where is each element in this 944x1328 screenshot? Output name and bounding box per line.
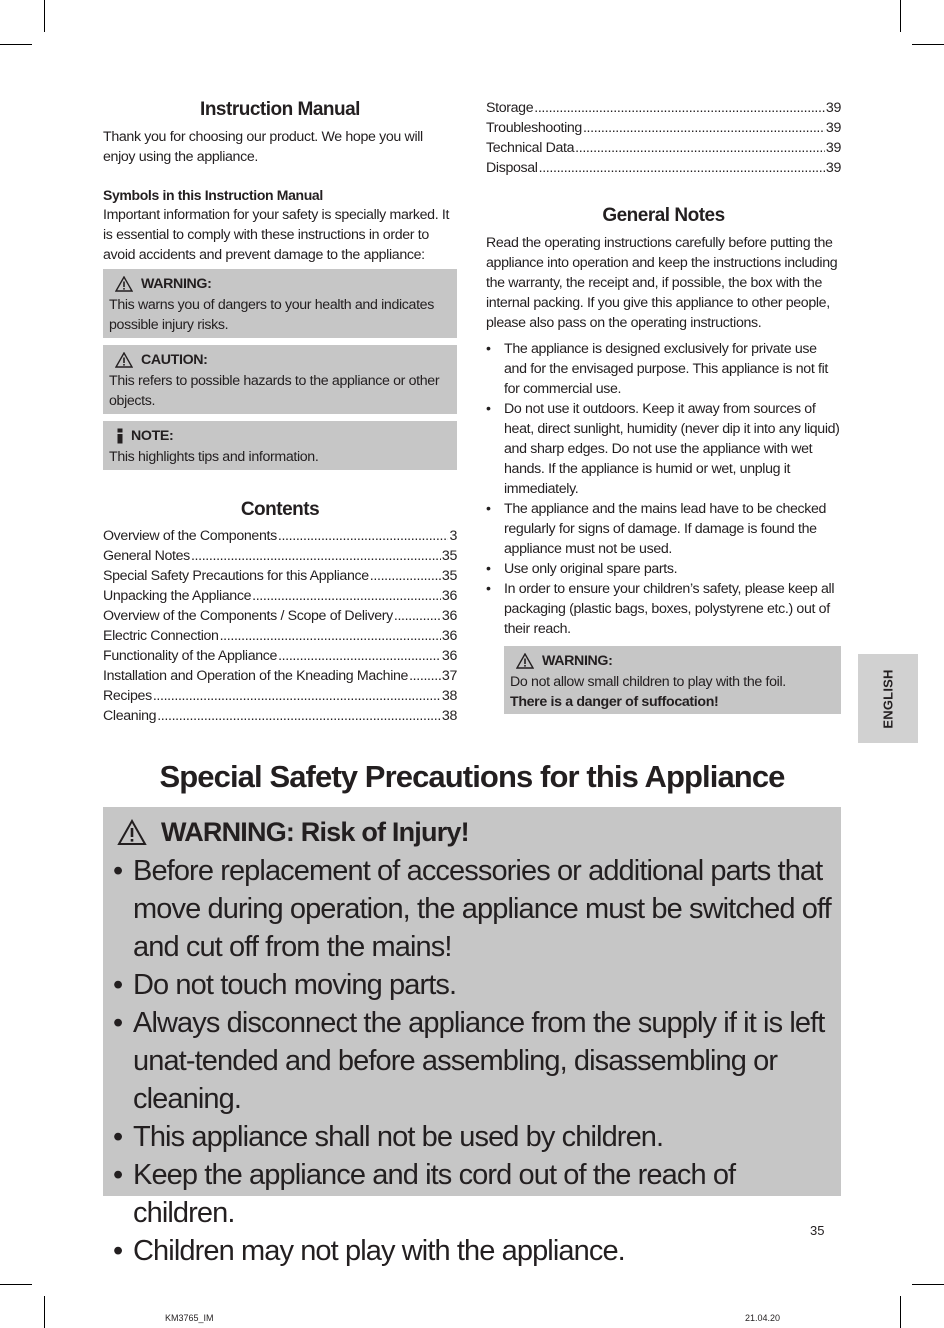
warning-triangle-icon — [115, 352, 133, 368]
list-item: • Do not touch moving parts. — [113, 966, 833, 1004]
contents-title: Contents — [240, 499, 320, 520]
warning-text: This warns you of dangers to your health and indicates possible injury risks. — [109, 297, 434, 333]
toc-entry[interactable]: Cleaning ..... 38 — [103, 706, 457, 726]
footer-doc-code: KM3765_IM — [165, 1313, 214, 1323]
toc-entry[interactable]: General Notes ..... 35 — [103, 546, 457, 566]
note-label: NOTE: — [131, 428, 174, 444]
right-column — [486, 98, 841, 714]
footer-date: 21.04.20 — [745, 1313, 781, 1323]
foil-warning-label: WARNING: — [542, 653, 613, 669]
toc-entry[interactable]: Troubleshooting ..... 39 — [486, 118, 841, 138]
crop-mark — [44, 0, 45, 32]
list-item: • Children may not play with the appliance. — [113, 1232, 833, 1270]
left-column — [103, 98, 457, 726]
language-tab — [858, 654, 918, 743]
toc-entry[interactable]: Special Safety Precautions for this Appliance ..... 35 — [103, 566, 457, 586]
general-notes-list — [486, 339, 841, 639]
toc-entry[interactable]: Installation and Operation of the Kneading Machine ..... 37 — [103, 666, 457, 686]
toc-entry[interactable]: Functionality of the Appliance ..... 36 — [103, 646, 457, 666]
crop-mark — [900, 0, 901, 32]
safety-title: Special Safety Precautions for this Appliance — [159, 759, 785, 794]
note-box — [103, 421, 457, 470]
foil-warning-box — [504, 646, 841, 714]
warning-triangle-icon — [516, 653, 534, 669]
toc-list — [103, 526, 457, 726]
crop-mark — [0, 44, 32, 45]
caution-box — [103, 345, 457, 414]
list-item: • Keep the appliance and its cord out of the reach of children. — [113, 1156, 833, 1232]
list-item: • The appliance and the mains lead have to be checked regularly for signs of damage. If damage is found the appliance must not be used. — [486, 499, 841, 559]
list-item: • Use only original spare parts. — [486, 559, 841, 579]
instruction-manual-title: Instruction Manual — [200, 99, 360, 120]
warning-label: WARNING: — [141, 276, 212, 292]
symbols-text: Important information for your safety is specially marked. It is essential to comply with these instructions in order to avoid accidents and prevent damage to the appliance: — [103, 207, 450, 263]
intro-text: Thank you for choosing our product. We hope you will enjoy using the appliance. — [103, 129, 423, 165]
language-tab-label: ENGLISH — [880, 668, 896, 729]
caution-label: CAUTION: — [141, 352, 208, 368]
toc-entry[interactable]: Technical Data ..... 39 — [486, 138, 841, 158]
crop-mark — [900, 1296, 901, 1328]
crop-mark — [44, 1296, 45, 1328]
foil-warning-text: Do not allow small children to play with the foil. — [510, 674, 786, 690]
toc-entry[interactable]: Electric Connection ..... 36 — [103, 626, 457, 646]
crop-mark — [912, 1284, 944, 1285]
caution-text: This refers to possible hazards to the appliance or other objects. — [109, 373, 440, 409]
list-item: • This appliance shall not be used by children. — [113, 1118, 833, 1156]
toc-entry[interactable]: Unpacking the Appliance ..... 36 — [103, 586, 457, 606]
note-text: This highlights tips and information. — [109, 449, 319, 465]
crop-mark — [0, 1284, 32, 1285]
info-icon — [115, 428, 125, 444]
warning-triangle-icon — [117, 819, 147, 846]
general-notes-intro: Read the operating instructions carefully before putting the appliance into operation and keep the instructions including the warranty, the receipt and, if possible, the box with the internal packing. If you give this appliance to other people, please also pass on the operating instructions. — [486, 235, 838, 331]
list-item: • Do not use it outdoors. Keep it away from sources of heat, direct sunlight, humidity (never dip it into any liquid) and sharp edges. Do not use the appliance with wet hands. If the appliance is humid or wet, unplug it immediately. — [486, 399, 841, 499]
list-item: • In order to ensure your children’s safety, please keep all packaging (plastic bags, boxes, polystyrene etc.) out of their reach. — [486, 579, 841, 639]
toc-entry[interactable]: Storage ..... 39 — [486, 98, 841, 118]
warning-triangle-icon — [115, 276, 133, 292]
toc-entry[interactable]: Overview of the Components / Scope of Delivery ..... 36 — [103, 606, 457, 626]
list-item: • The appliance is designed exclusively for private use and for the envisaged purpose. This appliance is not fit for commercial use. — [486, 339, 841, 399]
page-number: 35 — [810, 1223, 825, 1238]
list-item: • Always disconnect the appliance from the supply if it is left unat-tended and before assembling, disassembling or cleaning. — [113, 1004, 833, 1118]
list-item: • Before replacement of accessories or additional parts that move during operation, the appliance must be switched off and cut off from the mains! — [113, 852, 833, 966]
crop-mark — [912, 44, 944, 45]
toc-entry[interactable]: Disposal ..... 39 — [486, 158, 841, 178]
toc-list-continued — [486, 98, 841, 178]
safety-list — [113, 852, 833, 1270]
toc-entry[interactable]: Overview of the Components ..... 3 — [103, 526, 457, 546]
safety-warning-heading: WARNING: Risk of Injury! — [161, 817, 469, 847]
general-notes-title: General Notes — [602, 205, 725, 226]
toc-entry[interactable]: Recipes ..... 38 — [103, 686, 457, 706]
foil-warning-emphasis: There is a danger of suffocation! — [510, 694, 719, 710]
symbols-heading: Symbols in this Instruction Manual — [103, 187, 323, 203]
warning-box — [103, 269, 457, 338]
